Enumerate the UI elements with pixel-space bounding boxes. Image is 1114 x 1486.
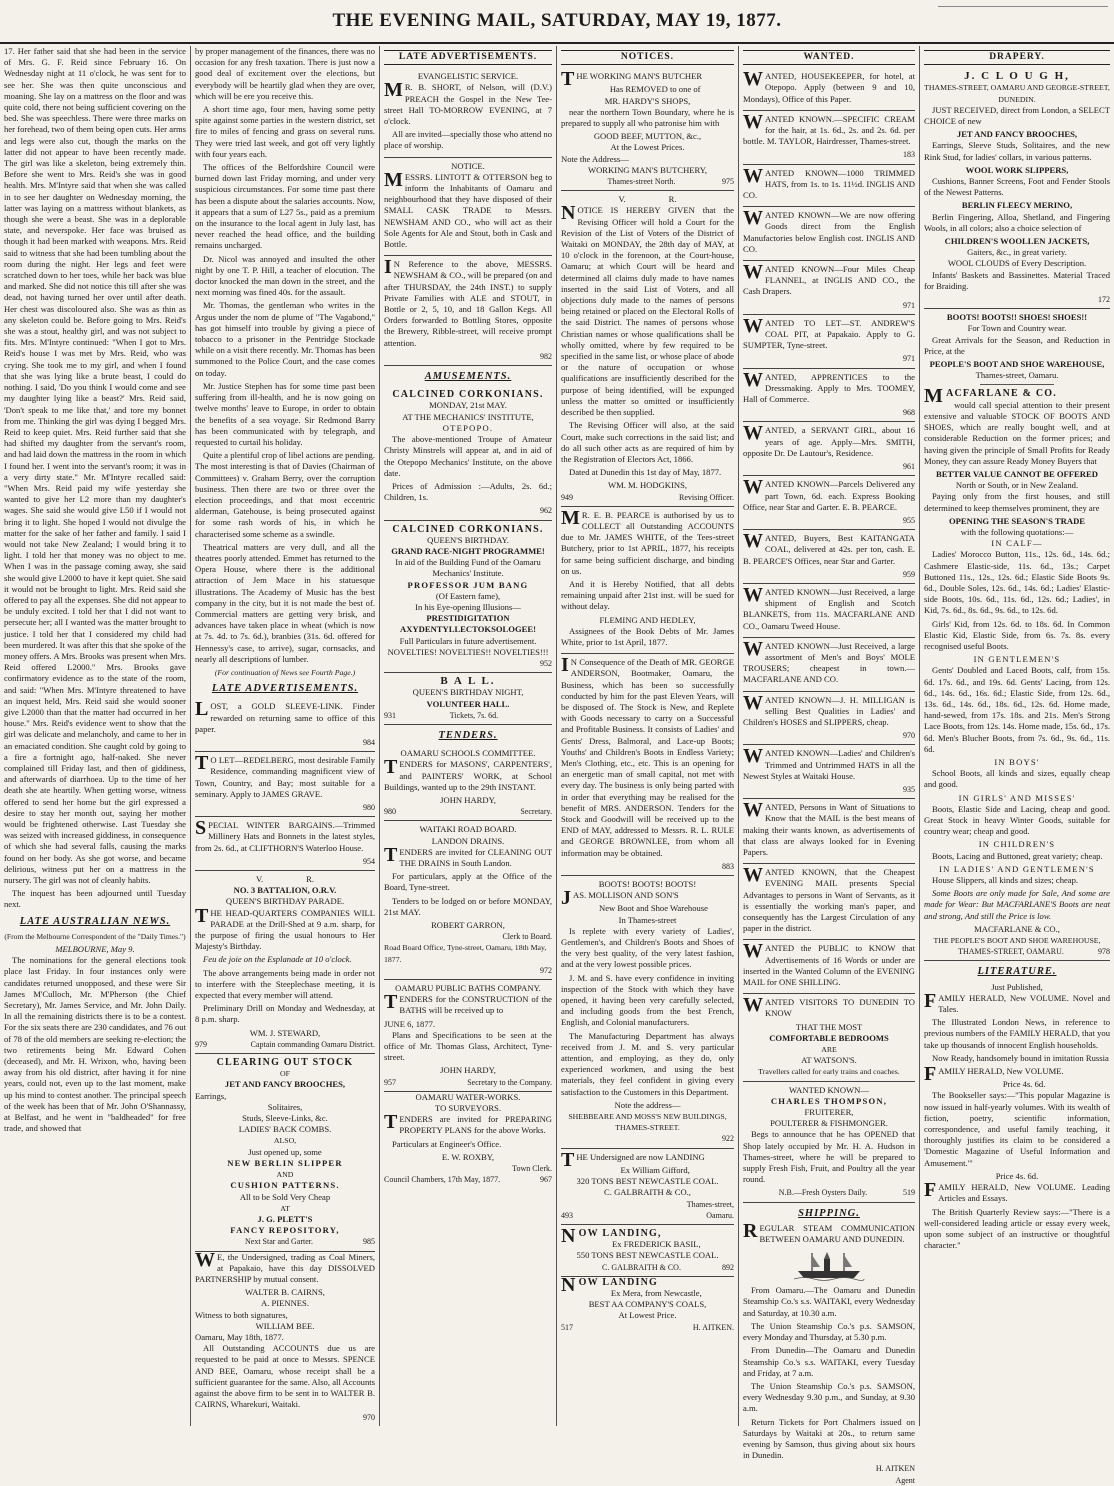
wanted-ad bbox=[743, 68, 915, 111]
wanted-ad bbox=[743, 940, 915, 994]
wanted-ad-text: WANTED KNOWN—Ladies' and Children's Trimmed and Untrimmed HATS in all the Newest Styles at Waitaki House. bbox=[743, 745, 915, 781]
ad-lost-sleeve-link: LOST, a GOLD SLEEVE-LINK. Finder rewarded on returning same to office of this paper. 984 bbox=[195, 698, 375, 752]
column-2 bbox=[191, 46, 379, 1426]
ad-anderson-business: IN Consequence of the Death of MR. GEORGE ANDERSON, Bootmaker, Oamaru, the Business, which has been so successfully conducted by him for the past Eleven Years, will be disposed of. The Stock is New, and Replete with Goods necessary to carry on a Successful and Profitable Business. It consists of Ladies' and Gents' Dress, Balmoral, and Lace-up Boots; Youths' and Children's Boots in Endless Variety; Men's Clothing, etc., etc. This is an opening for an energetic man of small capital, not met with every day. The business is only being parted with in order that everything may be realised for the benefit of MRS. ANDERSON. Tenders for the Stock and Goodwill will be received up to the END of MAY, addressed to Messrs. R. L. RULE and GEORGE BROWNLEE, from whom all information may be obtained. 883 bbox=[561, 654, 734, 876]
column-3 bbox=[380, 46, 556, 1426]
literature-heading: LITERATURE. bbox=[977, 966, 1057, 978]
wanted-heading: WANTED. bbox=[743, 50, 915, 65]
ad-evangelistic-service: EVANGELISTIC SERVICE. MR. B. SHORT, of Nelson, will (D.V.) PREACH the Gospel in the New Tee-street Hall TO-MORROW EVENING, at 7 o'clock. All are invited—specially those who attend no place of worship. bbox=[384, 68, 552, 157]
wanted-ad bbox=[743, 165, 915, 208]
ad-newsham: IN Reference to the above, MESSRS. NEWSHAM & CO., will be prepared (on and after THURSDAY, the 24th INST.) to supply Private Families with ALE and STOUT, in Bottle or 2, 5, 10, and 18 Gallon Kegs. All Orders forwarded to Bottling Stores, opposite the Brewery, Ribble-street, will receive prompt attention. 982 bbox=[384, 256, 552, 366]
news-dateline: MELBOURNE, May 9. bbox=[55, 944, 135, 955]
wanted-ad bbox=[743, 745, 915, 799]
ad-number: 961 bbox=[903, 462, 915, 472]
news-paragraph: Mr. Justice Stephen has for some time past been suffering from ill-health, and he is now going on twelve months' leave to Europe, in order to obtain the benefits of a sea voyage. Sir Redmond Barry has been communicated with by telegraph, and requested to curtail his holiday. bbox=[195, 380, 375, 447]
late-ads-heading: LATE ADVERTISEMENTS. bbox=[384, 50, 552, 65]
wanted-ad-text: WANTED the PUBLIC to KNOW that Advertisements of 16 Words or under are inserted in the Wanted Column of the EVENING MAIL for ONE SHILLING. bbox=[743, 940, 915, 988]
continuation-note: (For continuation of News see Fourth Page.) bbox=[214, 667, 356, 677]
wanted-ad bbox=[743, 692, 915, 746]
wanted-ad bbox=[743, 638, 915, 692]
ad-boots-and-shoes: BOOTS! BOOTS!! SHOES! SHOES!! For Town and Country wear. Great Arrivals for the Season, and Reduction in Price, at the PEOPLE'S BOOT AND SHOE WAREHOUSE, Thames-street, Oamaru. MACFARLANE & CO. would call special attention to their present extensive and valuable STOCK OF BOOTS AND SHOES, which are really bought well, and at considerable Reduction on the former prices; and having given the principle of Small Profits for Ready Money, they can assure Ready Money Buyers that BETTER VALUE CANNOT BE OFFERED North or South, or in New Zealand. Paying only from the first houses, and still determined to keep themselves prominent, they are OPENING THE SEASON'S TRADE with the following quotations:— IN CALF— Ladies' Morocco Button, 11s., 12s. 6d., 14s. 6d.; Cashmere Elastic-side, 11s. 6d., 13s.; Carpet Buttoned 11s., 12s., 12s. 6d.; Elastic Side Boots 9s. 6d., Double Soles, 12s. 6d., 14s. 6d.; Ladies' Elastic-side Boots, 10s. 6d., 11s. 6d., 12s. 6d.; Ladies', in Kid, 7s. 6d., 8s. 6d., 9s. 6d., to 12s. 6d. Girls' Kid, from 12s. 6d. to 18s. 6d. In Common Elastic Kid, Elastic Side, from 6s. 7s. 8s. every recognised useful Boots. IN GENTLEMEN'S Gents' Doubled and Laced Boots, calf, from 15s. 6d. 17s. 6d., and 19s. 6d. Gents' Lacing, from 12s. 6d., 14s. 6d., 16s. 6d.; Elastic Side, from 12s. 6d., 13s. 6d., 14s. 6d., 18s. 6d., 12s. 6d. Home made, hand-sewed, from 17s. 18s. and 21s. Men's Strong Lace Boots, from 12s. 14s. Home made, 15s. 6d., 17s. 6d. Men's Blucher Boots, from 7s. 6d., 9s. 6d., 11s. 6d. IN BOYS' School Boots, all kinds and sizes, equally cheap and good. IN GIRLS' AND MISSES' Boots, Elastic Side and Lacing, cheap and good. Great Stock in heavy Winter Goods, suitable for country wear; cheap and good. IN CHILDREN'S Boots, Lacing and Buttoned, great variety; cheap. IN LADIES' AND GENTLEMEN'S House Slippers, all kinds and sizes; cheap. Some Boots are only made for Sale, And some are made for Wear: But MACFARLANE'S Boots are neat and strong, And still the Price is low. MACFARLANE & CO., THE PEOPLE'S BOOT AND SHOE WAREHOUSE, THAMES-STREET, OAMARU. 978 bbox=[924, 309, 1110, 961]
ad-revising-officer: V. R. NOTICE IS HEREBY GIVEN that the Revising Officer will hold a Court for the Revision of the List of Voters of the District of Waitaki on MONDAY, the 28th day of MAY, at 10 o'clock in the forenoon, at the Court-house, Oamaru; at which Court will be heard and determined all claims duly made to have names inserted in the said List of Voters, and all objections duly made to the names of persons being retained or placed on the Electoral Rolls of the said District. The names of persons whose Christian names or whose qualifications shall be wholly omitted, where by few required to be specified in the same list, or whose place of abode or the nature of occupation or whose qualifications are insufficiently described for the purpose of being identified, will be expunged unless the matter so omitted or insufficiently described be then supplied. The Revising Officer will also, at the said Court, make such corrections in the said list; and do all such other acts as are required of him by the Registration of Electors Act, 1866. Dated at Dunedin this 1st day of May, 1877. WM. M. HODGKINS, 949 Revising Officer. bbox=[561, 191, 734, 506]
news-article: The nominations for the general elections took place last Friday. In four instances only were candidates returned unopposed, and these were Sir James M'Culloch, Mr. M'Pherson (the Chief Secretary), Mr. James Service, and Mr. John Daily. In all the remaining districts there is to be a contest. For the six seats there are 230 candidates, and 76 out of 78 of the old members are seeking re-election; the two retirements being Mr. Edward Cohen (deceased), and Mr. H. Wrixon, who, having been away from his old district, after having it for nine years, could not, even up to the last moment, make up his mind to contest another. The principal speech of the week has been that of Mr. John O'Shannassy, at Belfast, and he went in "baldheaded" for free trade, and showed that bbox=[4, 955, 186, 1134]
ad-notice-lintott: NOTICE. MESSRS. LINTOTT & OTTERSON beg to inform the Inhabitants of Oamaru and neighbourhood that they have disposed of their SMALL CASK TRADE to Messrs. NEWSHAM AND CO., who will act as their Sole Agents for Ale and Stout, both in Cask and Bottle. bbox=[384, 158, 552, 257]
column-4 bbox=[557, 46, 738, 1426]
wanted-ad bbox=[743, 799, 915, 864]
ad-visitors-dunedin: WANTED VISITORS TO DUNEDIN TO KNOW THAT THE MOST COMFORTABLE BEDROOMS ARE AT WATSON'S. Travellers called for early trains and coaches. bbox=[743, 994, 915, 1081]
wanted-ad-text: WANTED KNOWN—Just Received, a large assortment of Men's and Boys' MOLE TROUSERS; cheapest in town.—MACFARLANE AND CO. bbox=[743, 637, 915, 685]
ad-number: 971 bbox=[903, 300, 915, 310]
wanted-ad-text: WANTED, HOUSEKEEPER, for hotel, at Otepopo. Apply (between 9 and 10, Mondays), Office of this Paper. bbox=[743, 68, 915, 104]
wanted-ad-text: WANTED KNOWN, that the Cheapest EVENING MAIL presents Special Advantages to persons in Want of Servants, as it is essentially the working man's paper, and consequently has the Largest Circulation of any paper in the district. bbox=[743, 864, 915, 934]
column-1 bbox=[0, 46, 190, 1426]
wanted-ad bbox=[743, 864, 915, 940]
news-paragraph: The offices of the Belfordshire Council were burned down last Friday morning, and under very suspicious circumstances. For some time past there has been a dispute about the salaries accounts. Now, it appears that a sum of L27 5s., paid as a premium on the insurance to the local agent in July last, has never reached the head office, and the building remains uncharged. bbox=[195, 162, 375, 251]
ad-number: 935 bbox=[903, 784, 915, 794]
ad-water-works: OAMARU WATER-WORKS. TO SURVEYORS. TENDERS are invited for PREPARING PROPERTY PLANS for the above Works. Particulars at Engineer's Office. E. W. ROXBY, Town Clerk. Council Chambers, 17th May, 1877. 967 bbox=[384, 1091, 552, 1185]
wanted-ad bbox=[743, 530, 915, 584]
ad-charles-thompson: WANTED KNOWN— CHARLES THOMPSON, FRUITERER, POULTERER & FISHMONGER. Begs to announce that he has OPENED that Shop lately occupied by Mr. H. A. Hudson in Thames-street, where he will be prepared to supply Fresh Fish, Fruit, and Poultry all the year round. N.B.—Fresh Oysters Daily. 519 bbox=[743, 1082, 915, 1203]
ad-family-herald: Just Published, FAMILY HERALD, New VOLUME. Novel and Tales. The Illustrated London News, in reference to previous numbers of the FAMILY HERALD, that you take up thousands of innocent English households. Now Ready, handsomely bound in imitation Russia FAMILY HERALD, New VOLUME. Price 4s. 6d. The Bookseller says:—"This popular Magazine is now issued in half-yearly volumes. With its wealth of fiction, poetry, scientific information, correspondence, and useful family teaching, it thoroughly justifies its claim to be considered a 'Domestic Magazine of Useful Information and Amusement.'" Price 4s. 6d. FAMILY HERALD, New VOLUME. Leading Articles and Essays. The British Quarterly Review says:—"There is a well-considered leading article or essay every week, upon some subject of an instructive or thoughtful character." bbox=[924, 981, 1110, 1251]
news-source: (From the Melbourne Correspondent of the "Daily Times.") bbox=[4, 931, 186, 941]
wanted-ad-text: WANTED KNOWN—Parcels Delivered any part Town, 6d. each. Express Booking Office, near Star and Garter. E. B. PEARCE. bbox=[743, 476, 915, 512]
ad-number: 959 bbox=[903, 569, 915, 579]
inquest-adjourned: The inquest has been adjourned until Tuesday next. bbox=[4, 888, 186, 910]
wanted-ad bbox=[743, 422, 915, 476]
ad-landing-frederick-basil: NOW LANDING, Ex FREDERICK BASIL, 550 TONS BEST NEWCASTLE COAL. C. GALBRAITH & CO. 892 bbox=[561, 1225, 734, 1277]
wanted-ad-text: WANTED, Buyers, Best KAITANGATA COAL, delivered at 42s. per ton, cash. E. B. PEARCE'S Offices, near Star and Garter. bbox=[743, 530, 915, 566]
masthead bbox=[0, 0, 1114, 44]
wanted-ad bbox=[743, 369, 915, 423]
newspaper-title: THE EVENING MAIL, SATURDAY, MAY 19, 1877. bbox=[332, 10, 782, 31]
divider bbox=[980, 384, 1054, 385]
ad-mollison-boots: BOOTS! BOOTS! BOOTS! JAS. MOLLISON AND SON'S New Boot and Shoe Warehouse In Thames-street Is replete with every variety of Ladies', Gentlemen's, and Children's Boots and Shoes of the very best quality, of the very latest fashion, and at the very lowest possible prices. J. M. and S. have every confidence in inviting inspection of the Stock with which they have opened, it having been very carefully selected, and including goods from the best French, English, and Colonial manufacturers. The Manufacturing Department has always received from J. M. and S. very particular attention, and employing, as they do, only experienced workmen, and using the best materials, they feel confident in giving every satisfaction to the Customers in this Department. Note the address— SHEBBEARE AND MOSS'S NEW BUILDINGS, THAMES-STREET. 922 bbox=[561, 876, 734, 1149]
notices-heading: NOTICES. bbox=[561, 50, 734, 65]
amusements-heading: AMUSEMENTS. bbox=[424, 371, 512, 383]
ad-number: 955 bbox=[903, 515, 915, 525]
steamship-icon bbox=[794, 1249, 864, 1281]
ad-dissolved-partnership: WE, the Undersigned, trading as Coal Miners, at Papakaio, have this day DISSOLVED PARTNERSHIP by mutual consent. WALTER B. CAIRNS, A. PIENNES. Witness to both signatures, WILLIAM BEE. Oamaru, May 18th, 1877. All Outstanding ACCOUNTS due us are requested to be paid at once to Messrs. SPENCE AND BEE, Oamaru, whose receipt shall be a sufficient guarantee for the same. Also, all Accounts against the above firm to be sent in to WALTER B. CAIRNS, Wharekuri, Waitaki. 970 bbox=[195, 1248, 375, 1423]
news-paragraph: Dr. Nicol was annoyed and insulted the other night by one T. P. Hill, a teacher of elocution. The doctor knocked the man down in the street, and the next morning was fined 40s. for the assault. bbox=[195, 253, 375, 298]
wanted-ad bbox=[743, 261, 915, 315]
ad-pearce-accounts: MR. E. B. PEARCE is authorised by us to COLLECT all Outstanding ACCOUNTS due to Mr. JAMES WHITE, of the Tees-street Butchery, prior to 1st APRIL, 1877, his receipts for same being sufficient discharge, and binding on us. And it is Hereby Notified, that all debts remaining unpaid after 21st inst. will be sued for without delay. FLEMING AND HEDLEY, Assignees of the Book Debts of Mr. James White, prior to 1st April, 1877. bbox=[561, 507, 734, 654]
wanted-ad-text: WANTED KNOWN.—SPECIFIC CREAM for the hair, at 1s. 6d., 2s. and 2s. 6d. per bottle. M. TAYLOR, Hairdresser, Thames-street. bbox=[743, 110, 915, 147]
wanted-ad-text: WANTED, a SERVANT GIRL, about 16 years of age. Apply—Mrs. SMITH, opposite Dr. De Lautour's, Residence. bbox=[743, 422, 915, 458]
news-paragraph: Theatrical matters are very dull, and all the theatres poorly attended. Emmet has returned to the Opera House, where there is the additional attraction of Jem Mace in his statuesque illustrations. The Academy of Music has the best company in the city, but it is not made the best of. Commercial matters are getting very brisk, and advances have taken place in wheat (which is now at 7s. 4d. to 7s. 6d.), branbies (31s. 6d. offered for Hennessy's case, to arrive), sugar, cornsacks, and nearly all descriptions of lumber. bbox=[195, 541, 375, 664]
ad-clough-drapery: J. C L O U G H, THAMES-STREET, OAMARU AND GEORGE-STREET, DUNEDIN. JUST RECEIVED, direct from London, a SELECT CHOICE of new JET AND FANCY BROOCHES, Earrings, Sleeve Studs, Solitaires, and the new Rink Stud, for ladies' collars, in various patterns. WOOL WORK SLIPPERS, Cushions, Banner Screens, Foot and Fender Stools of the Newest Patterns. BERLIN FLEECY MERINO, Berlin Fingering, Alloa, Shetland, and Fingering Wools, in all colors; also a choice selection of CHILDREN'S WOOLLEN JACKETS, Gaiters, &c., in great variety. WOOL CLOUDS of Every Description. Infants' Baskets and Bassinettes. Material Traced for Braiding. 172 bbox=[924, 68, 1110, 309]
ad-working-mans-butcher: THE WORKING MAN'S BUTCHER Has REMOVED to one of MR. HARDY'S SHOPS, near the northern Town Boundary, where he is prepared to supply all who patronise him with GOOD BEEF, MUTTON, &c., At the Lowest Prices. Note the Address— WORKING MAN'S BUTCHERY, Thames-street North. 975 bbox=[561, 68, 734, 191]
ad-winter-bargains: SPECIAL WINTER BARGAINS.—Trimmed Millinery Hats and Bonnets in the latest styles, from 2s. 6d., at CLIFTHORN'S Waterloo House. 954 bbox=[195, 817, 375, 871]
ad-calcined-corkonians-otepopo: CALCINED CORKONIANS. MONDAY, 21st MAY. AT THE MECHANICS' INSTITUTE, OTEPOPO. The above-mentioned Troupe of Amateur Christy Minstrels will appear at, and in aid of the Otepopo Mechanics' Institute, on the above date. Prices of Admission :—Adults, 2s. 6d.; Children, 1s. 962 bbox=[384, 386, 552, 520]
ad-schools-committee: OAMARU SCHOOLS COMMITTEE. TENDERS for MASONS', CARPENTERS', and PAINTERS' WORK, at School Buildings, wanted up to the 29th INSTANT. JOHN HARDY, 980 Secretary. bbox=[384, 745, 552, 821]
ad-steam-communication: REGULAR STEAM COMMUNICATION BETWEEN OAMARU AND DUNEDIN. From Oamaru.—The Oamaru and Dunedin Steamship Co.'s s.s. WAITAKI, every Wednesday and Saturday, at 10.30 a.m. The Union Steamship Co.'s p.s. SAMSON, every Monday and Thursday, at 5.30 p.m. From Dunedin—The Oamaru and Dunedin Steamship Co.'s s.s. WAITAKI, every Tuesday and Friday, at 7 a.m. The Union Steamship Co.'s p.s. SAMSON, every Wednesday 9.30 p.m., and Sunday, at 9.30 a.m. Return Tickets for Port Chalmers issued on Saturdays by Waitaki at 20s., to return same evening by Samson, thus giving about six hours in Dunedin. H. AITKEN Agent bbox=[743, 1219, 915, 1485]
ad-landing-william-gifford: THE Undersigned are now LANDING Ex William Gifford, 320 TONS BEST NEWCASTLE COAL. C. GALBRAITH & CO., Thames-street, 493 Oamaru. bbox=[561, 1149, 734, 1225]
wanted-ad-text: WANTED KNOWN—We are now offering Goods direct from the English Manufactories below English cost. INGLIS AND CO. bbox=[743, 207, 915, 254]
ad-landing-mera: NOW LANDING Ex Mera, from Newcastle, BEST AA COMPANY'S COALS, At Lowest Price. 517 H. AITKEN. bbox=[561, 1273, 734, 1332]
ad-to-let: TO LET—REDELBERG, most desirable Family Residence, commanding magnificent view of Town, Country, and Bay; most suitable for a seminary. Apply to JAMES GRAVE. 980 bbox=[195, 752, 375, 817]
wanted-ad bbox=[743, 476, 915, 530]
shipping-heading: SHIPPING. bbox=[798, 1207, 860, 1219]
wanted-ad-text: WANTED TO LET—ST. ANDREW'S COAL PIT, at Papakaio. Apply to G. SUMPTER, Tyne-street. bbox=[743, 314, 915, 351]
wanted-ad-text: WANTED KNOWN—1000 TRIMMED HATS, from 1s. to 1s. 11½d. INGLIS AND CO. bbox=[743, 164, 915, 201]
wanted-ad bbox=[743, 584, 915, 638]
ad-public-baths: OAMARU PUBLIC BATHS COMPANY. TENDERS for the CONSTRUCTION of the BATHS will be received up to JUNE 6, 1877. Plans and Specifications to be seen at the office of Mr. Thomas Glass, Architect, Tyne-street. JOHN HARDY, 957 Secretary to the Company. bbox=[384, 980, 552, 1092]
news-paragraph: A short time ago, four men, having some petty spite against some parties in the western district, set fire to miles of fencing and grass on several runs. They were tried last week, and got off very lightly with four years each. bbox=[195, 104, 375, 159]
ad-number: 183 bbox=[903, 150, 915, 160]
wanted-ad bbox=[743, 111, 915, 165]
wanted-ad-text: WANTED KNOWN—J. H. MILLIGAN is selling Best Qualities in Ladies' and Children's HOSES and SLIPPERS, cheap. bbox=[743, 691, 915, 727]
ad-battalion-parade: V. R. NO. 3 BATTALION, O.R.V. QUEEN'S BIRTHDAY PARADE. THE HEAD-QUARTERS COMPANIES WILL PARADE at the Drill-Shed at 9 a.m. sharp, for the purpose of firing the usual honours to Her Majesty's Birthday. Feu de joie on the Esplanade at 10 o'clock. The above arrangements being made in order not to interfere with the Steeplechase meeting, it is expected that every member will attend. Preliminary Drill on Monday and Wednesday, at 8 p.m. sharp. WM. J. STEWARD, 979 Captain commanding Oamaru District. bbox=[195, 871, 375, 1054]
wanted-ad-text: WANTED, APPRENTICES to the Dressmaking. Apply to Mrs. TOOMEY, Hall of Commerce. bbox=[743, 368, 915, 405]
column-5 bbox=[739, 46, 919, 1485]
tenders-heading: TENDERS. bbox=[438, 729, 498, 741]
inquest-article: 17. Her father said that she had been in the service of Mrs. G. F. Reid since February 16. On Wednesday night at 11 o'clock, he was sent for to see her. She was then quite unconscious and moaning. She lay on a mattress on the floor and was quite cold, there not being sufficient covering on the bed. She was speechless. There were three marks on her forehead, two of them being open cuts. Her arms and legs were also cut, though the marks on the latter did not appear to have been recently made. The girl was like a skeleton, being extremely thin. Before she went to Mrs. Reid's she was in good health. Mrs. M'Intyre said that when she was called in to see her daughter on Wednesday morning, the latter was laying on a mattress without blankets, as though she were a beast. She was in a deplorable state, and neverspoke. Her face was bruised as though it had been marked with weapons. Mrs. Reid said to witness that she had been tumbling about the room during the night. Her legs and feet were scratched down to her toes, while her back was blue and marked. She did not notice this till after she was dead, not having turned her over until after death. Her chest was discoloured also. She was as thin as any skeleton could be. Before going to Mrs. Reid's she was a stout, healthy girl, and was not subject to fits. Mrs. M'Intyre continued: "When I got to Mrs. Reid's house I was met by Mrs. Reid, who was crying. She took me to my girl, and when I found that she was lying like a brute beast, I could do nothing. I said, 'Do you think I would come and see my daughter lying like a beast?' Mrs. Reid said, 'Don't speak to me like that,' and tore my bonnet from me. Thinking the girl was dying I begged Mrs. Reid to keep quiet. Mrs. Reid further said that she had shifted my daughter from the servant's room, and had laid down the mattress in the room in which I found her. I went into the servant's room; it was in a very dirty state." Mr. M'Intyre recalled said: "When Mrs. Reid paid my wife yesterday she wanted to give her L2 more than my daughter's wages. She said she would give L50 if I would not bring it to light. She hoped I would not divulge the matter for the sake of her father and family. I said I would not take New Zealand; I would bring it to light. I told her that money was no object to me. When I was in the passage coming away, she said she would give L2000 to have it kept quiet. She said it would not be brought to light. Mrs. Reid said she offered to pay all the expenses. She did not appear to be unduly excited. I told her that I did not want to persecute her; all I wanted was the matter brought to justice. I told her that I considered my child had been murdered. It was after this that she spoke of the money offers. A Mrs. Brooks was present when Mrs. Reid offered L2000." Mrs. Brooks gave confirmatory evidence as to the state of the room, and said: "When Mrs. M'Intyre threatened to have an inquest held, Mrs. Reid said she would sooner give L2000 than that the matter had occurred in her house." Mrs. Reid's evidence went to show that the girl was delicate and melancholy, and came to her in an emaciated condition. She caught cold by going to a fire a fortnight ago, half-naked. She never complained till Friday last, and then of giddiness, and afterwards of diarrhoea. Up to the time of her death she ate heartily. When getting worse, witness offered to send her home but the girl expressed a desire to stay her month out, saying her mother would be frightened otherwise. Last Tuesday she was seized with increased giddiness, in consequence of which she had several falls, causing the marks found on her body. As she got worse, and became delirious, witness put her on a mattress in the nursery. The girl was not of cleanly habits. bbox=[4, 46, 186, 886]
wanted-ad-text: WANTED KNOWN—Just Received, a large shipment of English and Scotch BLANKETS, from 11s. MACFARLANE AND CO., Oamaru Tweed House. bbox=[743, 583, 915, 631]
late-ads-heading: LATE ADVERTISEMENTS. bbox=[211, 683, 359, 695]
news-paragraph: Quite a plentiful crop of libel actions are pending. The most interesting is that of Davies (Chairman of Committees) v. Graham Berry, over the corruption business. Then there are two or three over the election proceedings, and that most eccentric alderman, Gatehouse, is being prosecuted against for some rash words of his, in which he characterised some scheme as a swindle. bbox=[195, 450, 375, 539]
australian-news-heading: LATE AUSTRALIAN NEWS. bbox=[19, 915, 171, 927]
ad-number: 971 bbox=[903, 354, 915, 364]
ad-waitaki-road-board: WAITAKI ROAD BOARD. LANDON DRAINS. TENDERS are invited for CLEANING OUT THE DRAINS in South Landon. For particulars, apply at the Office of the Board, Tyne-street. Tenders to be lodged on or before MONDAY, 21st MAY. ROBERT GARRON, Clerk to Board. Road Board Office, Tyne-street, Oamaru, 18th May, 1877. 972 bbox=[384, 821, 552, 980]
ad-calcined-corkonians-birthday: CALCINED CORKONIANS. QUEEN'S BIRTHDAY. GRAND RACE-NIGHT PROGRAMME! In aid of the Building Fund of the Oamaru Mechanics' Institute. PROFESSOR JUM BANG (Of Eastern fame), In his Eye-opening Illusions— PRESTIDIGITATION AXYDENTYLLECTOKSOLOGEE! Full Particulars in future advertisement. NOVELTIES! NOVELTIES!! NOVELTIES!!! 952 bbox=[384, 521, 552, 674]
ad-clearing-stock: CLEARING OUT STOCK OF JET AND FANCY BROOCHES, Earrings, Solitaires, Studs, Sleeve-Links, &c. LADIES' BACK COMBS. ALSO, Just opened up, some NEW BERLIN SLIPPER AND CUSHION PATTERNS. All to be Sold Very Cheap AT J. G. PLETT'S FANCY REPOSITORY, Next Star and Garter. 985 bbox=[195, 1054, 375, 1251]
wanted-ad-text: WANTED, Persons in Want of Situations to Know that the MAIL is the best means of making their wants known, as advertisements of that class are always looked for in Evening Papers. bbox=[743, 799, 915, 857]
ad-number: 968 bbox=[903, 408, 915, 418]
drapery-heading: DRAPERY. bbox=[924, 50, 1110, 65]
news-paragraph: Mr. Thomas, the gentleman who writes in the Argus under the nom de plume of "The Vagabond," has got himself into trouble by giving a piece of tobacco to a prisoner in the Pentridge Stockade while on a visit there recently. Mr. Thomas has been summoned to the Police Court, and the case comes on today. bbox=[195, 300, 375, 378]
column-6 bbox=[920, 46, 1114, 1426]
news-paragraph: by proper management of the finances, there was no occasion for any fresh taxation. There is just now a good deal of excitement over the elections, but everybody will be heartily glad when they are over, which will be ere you receive this. bbox=[195, 46, 375, 101]
masthead-corner-rule bbox=[938, 6, 1108, 12]
ad-ball: B A L L. QUEEN'S BIRTHDAY NIGHT, VOLUNTEER HALL. 931 Tickets, 7s. 6d. bbox=[384, 673, 552, 725]
wanted-ads-list bbox=[743, 68, 915, 994]
wanted-ad bbox=[743, 315, 915, 369]
wanted-ad bbox=[743, 207, 915, 261]
ad-number: 970 bbox=[903, 731, 915, 741]
wanted-ad-text: WANTED KNOWN—Four Miles Cheap FLANNEL, at INGLIS AND CO., the Cash Drapers. bbox=[743, 261, 915, 297]
